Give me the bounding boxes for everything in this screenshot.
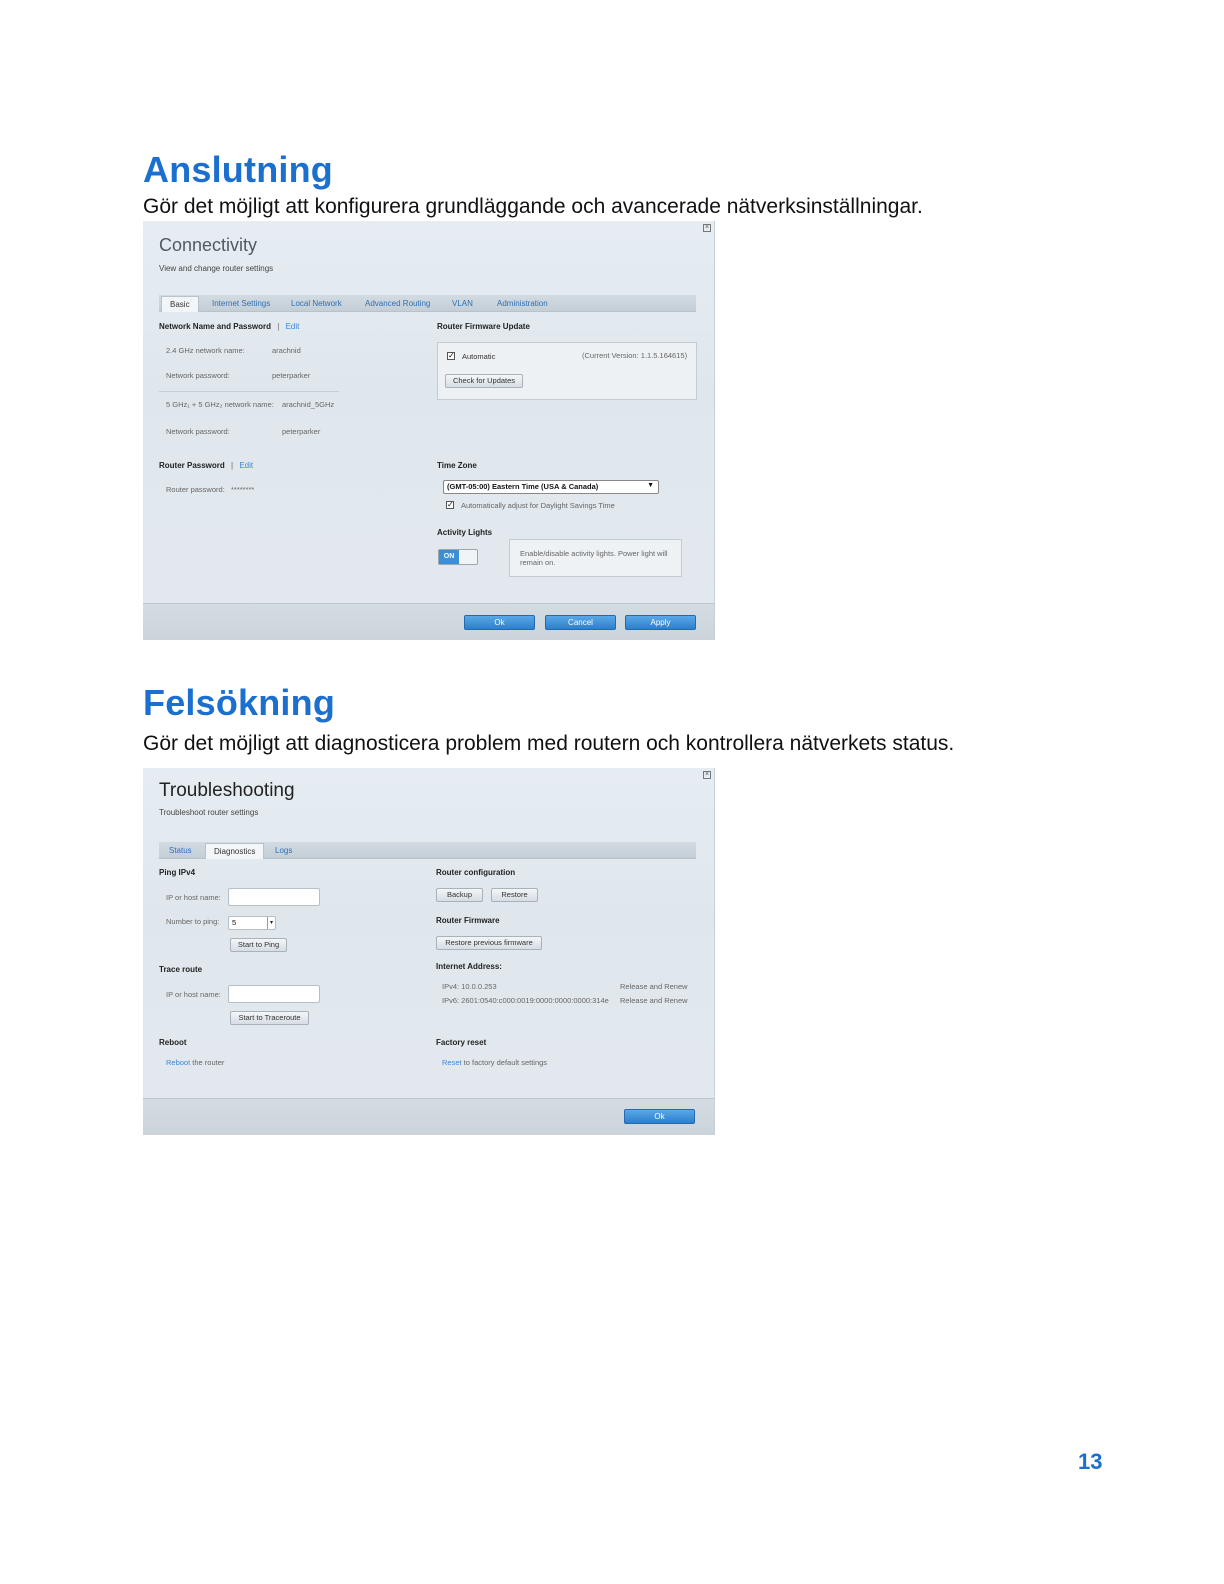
- network-name-heading: Network Name and Password | Edit: [159, 322, 300, 331]
- trace-heading: Trace route: [159, 965, 203, 974]
- tab-basic[interactable]: Basic: [161, 296, 199, 312]
- router-password-value: ********: [231, 485, 255, 494]
- start-ping-button[interactable]: Start to Ping: [230, 938, 287, 952]
- troubleshooting-footer: [143, 1098, 714, 1135]
- row-value: peterparker: [282, 427, 321, 436]
- dst-checkbox[interactable]: ✓: [447, 500, 454, 509]
- chevron-down-icon: ▾: [267, 917, 275, 929]
- tab-internet-settings[interactable]: Internet Settings: [212, 299, 271, 308]
- connectivity-footer: [143, 603, 714, 640]
- ok-button[interactable]: Ok: [464, 615, 535, 630]
- chevron-down-icon: ▼: [647, 482, 654, 489]
- row-label: 5 GHz₁ + 5 GHz₂ network name:: [166, 400, 274, 409]
- restore-button[interactable]: Restore: [491, 888, 538, 902]
- row-label: Network password:: [166, 371, 230, 380]
- factory-reset-line: Reset to factory default settings: [442, 1058, 548, 1067]
- close-icon[interactable]: ×: [704, 771, 710, 778]
- restore-firmware-button[interactable]: Restore previous firmware: [436, 936, 542, 950]
- apply-button[interactable]: Apply: [625, 615, 696, 630]
- troubleshooting-tabbar: [159, 842, 696, 859]
- trace-ip-label: IP or host name:: [166, 990, 221, 999]
- release-renew-ipv6-link[interactable]: Release and Renew: [620, 996, 688, 1005]
- ok-button[interactable]: Ok: [624, 1109, 695, 1124]
- ip-label: IP or host name:: [166, 893, 221, 902]
- tab-status[interactable]: Status: [169, 846, 192, 855]
- router-firmware-heading: Router Firmware: [436, 916, 500, 925]
- activity-lights-heading: Activity Lights: [437, 528, 493, 537]
- close-icon[interactable]: ×: [704, 224, 710, 231]
- connectivity-title: Connectivity: [159, 235, 258, 255]
- tab-vlan[interactable]: VLAN: [452, 299, 473, 308]
- connectivity-screenshot: [143, 221, 715, 640]
- router-password-label: Router password:: [166, 485, 225, 494]
- reset-link[interactable]: Reset: [442, 1058, 462, 1067]
- factory-reset-heading: Factory reset: [436, 1038, 487, 1047]
- reboot-heading: Reboot: [159, 1038, 187, 1047]
- row-label: Network password:: [166, 427, 230, 436]
- cancel-button[interactable]: Cancel: [545, 615, 616, 630]
- number-label: Number to ping:: [166, 917, 220, 926]
- reboot-line: Reboot the router: [166, 1058, 225, 1067]
- automatic-checkbox[interactable]: ✓: [448, 351, 455, 360]
- row-value: arachnid: [272, 346, 301, 355]
- timezone-select[interactable]: (GMT-05:00) Eastern Time (USA & Canada) ▼: [443, 480, 659, 494]
- tab-administration[interactable]: Administration: [497, 299, 548, 308]
- activity-note-box: [509, 539, 682, 577]
- current-version: (Current Version: 1.1.5.164615): [582, 351, 688, 360]
- connectivity-tabbar: [159, 295, 696, 312]
- edit-network-link[interactable]: Edit: [285, 322, 300, 331]
- section-lead-connectivity: Gör det möjligt att konfigurera grundläggande och avancerade nätverksinställningar.: [143, 195, 923, 218]
- internet-address-heading: Internet Address:: [436, 962, 502, 971]
- section-heading-connectivity: Anslutning: [143, 149, 333, 190]
- dst-label: Automatically adjust for Daylight Savings Time: [461, 501, 615, 510]
- tab-advanced-routing[interactable]: Advanced Routing: [365, 299, 431, 308]
- router-password-heading: Router Password | Edit: [159, 461, 254, 470]
- row-value: peterparker: [272, 371, 311, 380]
- activity-toggle[interactable]: ON: [438, 549, 478, 565]
- section-lead-troubleshooting: Gör det möjligt att diagnosticera problem med routern och kontrollera nätverkets status.: [143, 732, 955, 755]
- row-label: 2.4 GHz network name:: [166, 346, 245, 355]
- firmware-box: [437, 342, 697, 400]
- row-value: arachnid_5GHz: [282, 400, 335, 409]
- ipv4-address: IPv4: 10.0.0.253: [442, 982, 497, 991]
- tab-diagnostics[interactable]: Diagnostics: [205, 843, 264, 859]
- reboot-link[interactable]: Reboot: [166, 1058, 191, 1067]
- ipv6-address: IPv6: 2601:0540:c000:0019:0000:0000:0000:314e: [442, 996, 609, 1005]
- activity-note: Enable/disable activity lights. Power light will remain on.: [520, 549, 668, 567]
- trace-ip-input[interactable]: [228, 985, 320, 1003]
- troubleshooting-title: Troubleshooting: [159, 780, 295, 801]
- number-select[interactable]: 5 ▾: [228, 916, 276, 930]
- section-heading-troubleshooting: Felsökning: [143, 682, 336, 723]
- release-renew-ipv4-link[interactable]: Release and Renew: [620, 982, 688, 991]
- troubleshooting-screenshot: [143, 768, 715, 1135]
- tab-logs[interactable]: Logs: [275, 846, 293, 855]
- ping-heading: Ping IPv4: [159, 868, 196, 877]
- timezone-heading: Time Zone: [437, 461, 477, 470]
- edit-router-password-link[interactable]: Edit: [239, 461, 254, 470]
- tab-local-network[interactable]: Local Network: [291, 299, 342, 308]
- divider: [159, 391, 339, 392]
- backup-button[interactable]: Backup: [436, 888, 483, 902]
- check-updates-button[interactable]: Check for Updates: [445, 374, 523, 388]
- ping-ip-input[interactable]: [228, 888, 320, 906]
- firmware-update-heading: Router Firmware Update: [437, 322, 530, 331]
- page-number: 13: [1078, 1449, 1103, 1474]
- router-config-heading: Router configuration: [436, 868, 516, 877]
- connectivity-subtitle: View and change router settings: [159, 264, 274, 273]
- troubleshooting-subtitle: Troubleshoot router settings: [159, 808, 259, 817]
- start-traceroute-button[interactable]: Start to Traceroute: [230, 1011, 309, 1025]
- automatic-label: Automatic: [462, 352, 496, 361]
